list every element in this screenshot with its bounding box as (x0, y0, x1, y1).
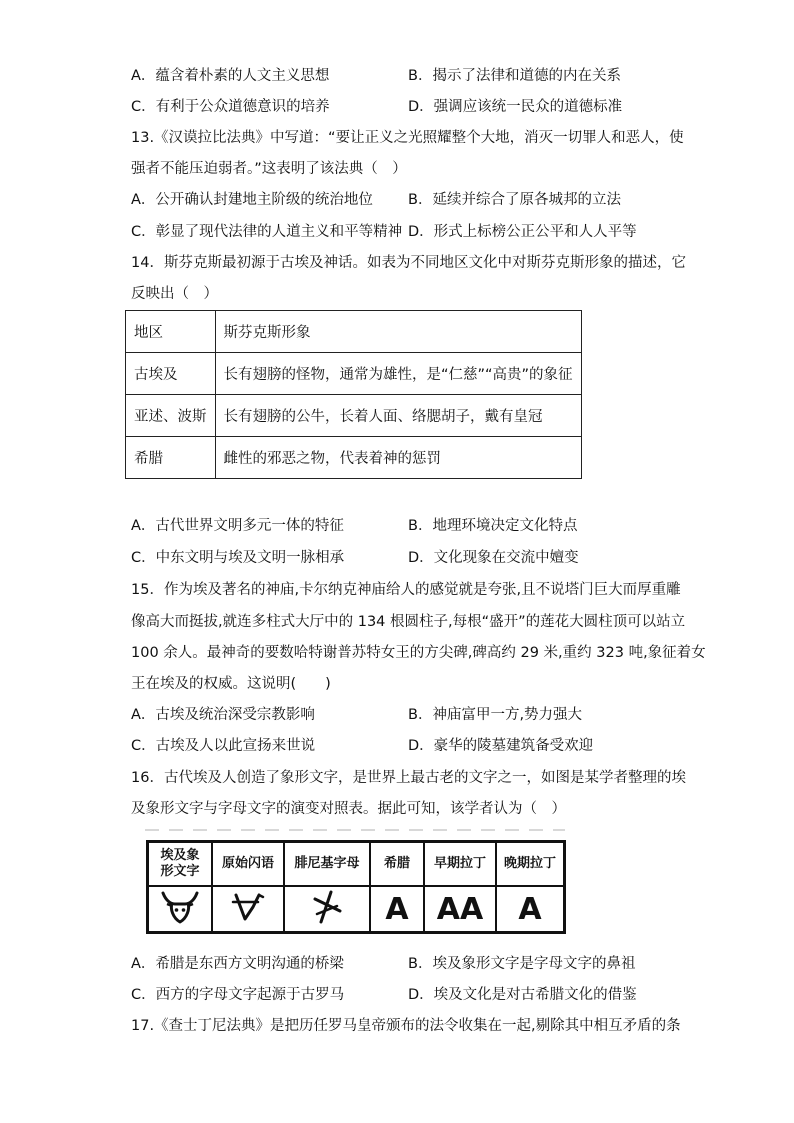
q14-option-a: A．古代世界文明多元一体的特征 (131, 518, 344, 534)
q14-stem-line-1: 14．斯芬克斯最初源于古埃及神话。如表为不同地区文化中对斯芬克斯形象的描述，它 (131, 255, 686, 271)
table-row (126, 353, 582, 395)
q17-stem-line-1: 17.《查士丁尼法典》是把历任罗马皇帝颁布的法令收集在一起,剔除其中相互矛盾的条 (131, 1018, 681, 1034)
table-row (148, 886, 565, 933)
table-header-cell: 斯芬克斯形象 (215, 311, 581, 353)
greek-letter-glyph: A (370, 886, 424, 933)
q15-option-b: B．神庙富甲一方,势力强大 (408, 707, 583, 723)
table-header-cell: 晚期拉丁 (496, 842, 565, 887)
q16-stem-line-2: 及象形文字与字母文字的演变对照表。据此可知，该学者认为（ ） (131, 801, 566, 817)
q12-option-c: C．有利于公众道德意识的培养 (131, 99, 330, 115)
table-header-cell: 埃及象 形文字 (148, 842, 213, 887)
q12-option-a: A．蕴含着朴素的人文主义思想 (131, 68, 330, 84)
q13-option-d: D．形式上标榜公正公平和人人平等 (408, 224, 637, 240)
q13-stem-line-1: 13.《汉谟拉比法典》中写道：“要让正义之光照耀整个大地，消灭一切罪人和恶人，使 (131, 130, 684, 146)
q13-option-c: C．彰显了现代法律的人道主义和平等精神 (131, 224, 403, 240)
table-cell: 长有翅膀的怪物，通常为雄性，是“仁慈”“高贵”的象征 (215, 353, 581, 395)
script-evolution-table (146, 840, 566, 934)
table-cell: 希腊 (126, 437, 216, 479)
early-latin-letter-glyph: AA (424, 886, 496, 933)
q16-stem-line-1: 16．古代埃及人创造了象形文字，是世界上最古老的文字之一，如图是某学者整理的埃 (131, 770, 686, 786)
late-latin-letter-glyph: A (496, 886, 565, 933)
scan-artifact (145, 826, 565, 834)
q13-stem-line-2: 强者不能压迫弱者。”这表明了该法典（ ） (131, 161, 407, 177)
q15-option-d: D．豪华的陵墓建筑备受欢迎 (408, 738, 594, 754)
q16-option-c: C．西方的字母文字起源于古罗马 (131, 987, 345, 1003)
table-cell: 古埃及 (126, 353, 216, 395)
q15-stem-line-2: 像高大而挺拔,就连多柱式大厅中的 134 根圆柱子,每根“盛开”的莲花大圆柱顶可以站立 (131, 614, 686, 630)
table-row (126, 395, 582, 437)
q14-option-b: B．地理环境决定文化特点 (408, 518, 578, 534)
q16-option-d: D．埃及文化是对古希腊文化的借鉴 (408, 987, 637, 1003)
table-cell: 雌性的邪恶之物，代表着神的惩罚 (215, 437, 581, 479)
q15-stem-line-4: 王在埃及的权威。这说明( ) (131, 676, 331, 692)
q14-option-c: C．中东文明与埃及文明一脉相承 (131, 550, 345, 566)
table-cell: 长有翅膀的公牛，长着人面、络腮胡子，戴有皇冠 (215, 395, 581, 437)
table-header-cell: 原始闪语 (212, 842, 284, 887)
table-header-cell: 腓尼基字母 (284, 842, 370, 887)
q15-stem-line-3: 100 余人。最神奇的要数哈特谢普苏特女王的方尖碑,碑高约 29 米,重约 323 吨,象征着女 (131, 645, 706, 661)
ox-head-icon (148, 886, 213, 933)
sphinx-table (125, 310, 582, 479)
q12-option-d: D．强调应该统一民众的道德标准 (408, 99, 623, 115)
q16-option-b: B．埃及象形文字是字母文字的鼻祖 (408, 956, 636, 972)
q15-option-a: A．古埃及统治深受宗教影响 (131, 707, 315, 723)
table-row (126, 437, 582, 479)
table-header-row (126, 311, 582, 353)
table-header-cell: 希腊 (370, 842, 424, 887)
q15-option-c: C．古埃及人以此宣扬来世说 (131, 738, 316, 754)
phoenician-aleph-icon (284, 886, 370, 933)
q13-option-b: B．延续并综合了原各城邦的立法 (408, 192, 621, 208)
q16-option-a: A．希腊是东西方文明沟通的桥梁 (131, 956, 344, 972)
table-cell: 亚述、波斯 (126, 395, 216, 437)
q13-option-a: A．公开确认封建地主阶级的统治地位 (131, 192, 373, 208)
q14-option-d: D．文化现象在交流中嬗变 (408, 550, 579, 566)
table-header-row (148, 842, 565, 887)
table-header-cell: 早期拉丁 (424, 842, 496, 887)
q15-stem-line-1: 15．作为埃及著名的神庙,卡尔纳克神庙给人的感觉就是夸张,且不说塔门巨大而厚重雕 (131, 582, 681, 598)
q12-option-b: B．揭示了法律和道德的内在关系 (408, 68, 621, 84)
proto-semitic-aleph-icon (212, 886, 284, 933)
table-header-cell: 地区 (126, 311, 216, 353)
q14-stem-line-2: 反映出（ ） (131, 286, 218, 302)
